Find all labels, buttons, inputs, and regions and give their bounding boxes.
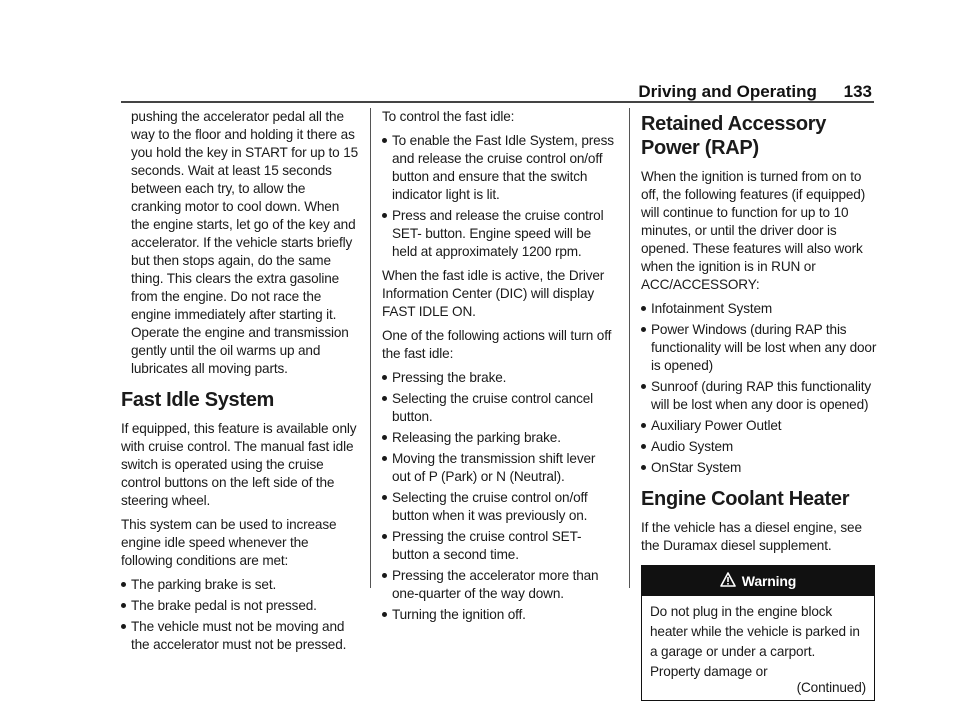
list-item: Infotainment System	[641, 300, 879, 318]
list-item: Pressing the accelerator more than one-quarter of the way down.	[382, 567, 614, 603]
bullet-icon	[382, 396, 387, 401]
fast-idle-paragraph-2: This system can be used to increase engine idle speed whenever the following conditions are met:	[121, 517, 337, 568]
list-item: Audio System	[641, 438, 879, 456]
coolant-heater-paragraph: If the vehicle has a diesel engine, see the Duramax diesel supplement.	[641, 520, 862, 553]
bullet-icon	[382, 534, 387, 539]
continued-paragraph: pushing the accelerator pedal all the way to the floor and holding it there as you hold the key in START for up to 15 seconds. Wait at least 15 seconds between each try, to allow the cranking motor to cool down. When the engine starts, let go of the key and accelerator. If the vehicle starts briefly but then stops again, do the same thing. This clears the extra gasoline from the engine. Do not race the engine immediately after starting it. Operate the engine and transmission gently until the oil warms up and lubricates all moving parts.	[131, 109, 359, 376]
rap-features-list	[641, 300, 879, 477]
turn-off-list	[382, 369, 614, 624]
conditions-list	[121, 576, 359, 654]
column-divider-2	[629, 108, 630, 588]
warning-text: Do not plug in the engine block heater while the vehicle is parked in a garage or under a carport. Property damage or	[650, 604, 860, 679]
list-item: The brake pedal is not pressed.	[121, 597, 359, 615]
page-number: 133	[843, 82, 872, 101]
control-steps-list	[382, 132, 614, 261]
fast-idle-paragraph-1: If equipped, this feature is available only with cruise control. The manual fast idle switch is operated using the cruise control buttons on the left side of the steering wheel.	[121, 421, 357, 508]
bullet-icon	[641, 423, 646, 428]
rap-heading: Retained Accessory Power (RAP)	[641, 113, 827, 159]
list-item: Turning the ignition off.	[382, 606, 614, 624]
column-2	[382, 108, 614, 630]
rap-paragraph: When the ignition is turned from on to off, the following features (if equipped) will continue to function for up to 10 minutes, or until the driver door is opened. These features will also work when the ignition is in RUN or ACC/ACCESSORY:	[641, 169, 866, 292]
bullet-icon	[382, 138, 387, 143]
bullet-icon	[382, 495, 387, 500]
turn-off-paragraph: One of the following actions will turn off the fast idle:	[382, 328, 612, 361]
bullet-icon	[121, 603, 126, 608]
list-item: Auxiliary Power Outlet	[641, 417, 879, 435]
list-item: Press and release the cruise control SET- button. Engine speed will be held at approximately 1200 rpm.	[382, 207, 614, 261]
list-item: Moving the transmission shift lever out of P (Park) or N (Neutral).	[382, 450, 614, 486]
bullet-icon	[382, 612, 387, 617]
coolant-heater-heading: Engine Coolant Heater	[641, 488, 850, 510]
bullet-icon	[382, 573, 387, 578]
warning-body	[642, 596, 874, 700]
bullet-icon	[641, 384, 646, 389]
warning-header	[642, 566, 874, 596]
bullet-icon	[641, 444, 646, 449]
fast-idle-heading: Fast Idle System	[121, 389, 275, 411]
bullet-icon	[121, 582, 126, 587]
header-rule	[121, 101, 874, 103]
list-item: To enable the Fast Idle System, press and release the cruise control on/off button and ensure that the switch indicator light is lit.	[382, 132, 614, 204]
bullet-icon	[382, 435, 387, 440]
list-item: OnStar System	[641, 459, 879, 477]
list-item: The vehicle must not be moving and the accelerator must not be pressed.	[121, 618, 359, 654]
list-item: Releasing the parking brake.	[382, 429, 614, 447]
list-item: Pressing the cruise control SET- button a second time.	[382, 528, 614, 564]
column-3	[641, 108, 879, 701]
bullet-icon	[382, 375, 387, 380]
list-item: Pressing the brake.	[382, 369, 614, 387]
list-item: Sunroof (during RAP this functionality will be lost when any door is opened)	[641, 378, 879, 414]
column-1	[121, 108, 359, 660]
bullet-icon	[641, 465, 646, 470]
column-divider-1	[370, 108, 371, 588]
dic-paragraph: When the fast idle is active, the Driver Information Center (DIC) will display FAST IDLE ON.	[382, 268, 605, 319]
list-item: The parking brake is set.	[121, 576, 359, 594]
warning-triangle-icon	[720, 572, 736, 591]
bullet-icon	[121, 624, 126, 629]
control-intro: To control the fast idle:	[382, 109, 515, 124]
bullet-icon	[382, 456, 387, 461]
continued-label: (Continued)	[796, 680, 866, 695]
page-header	[638, 82, 872, 102]
bullet-icon	[382, 213, 387, 218]
bullet-icon	[641, 327, 646, 332]
list-item: Selecting the cruise control cancel button.	[382, 390, 614, 426]
warning-box	[641, 565, 875, 701]
list-item: Selecting the cruise control on/off button when it was previously on.	[382, 489, 614, 525]
bullet-icon	[641, 306, 646, 311]
warning-title: Warning	[741, 573, 797, 589]
list-item: Power Windows (during RAP this functionality will be lost when any door is opened)	[641, 321, 879, 375]
section-title: Driving and Operating	[638, 82, 817, 101]
